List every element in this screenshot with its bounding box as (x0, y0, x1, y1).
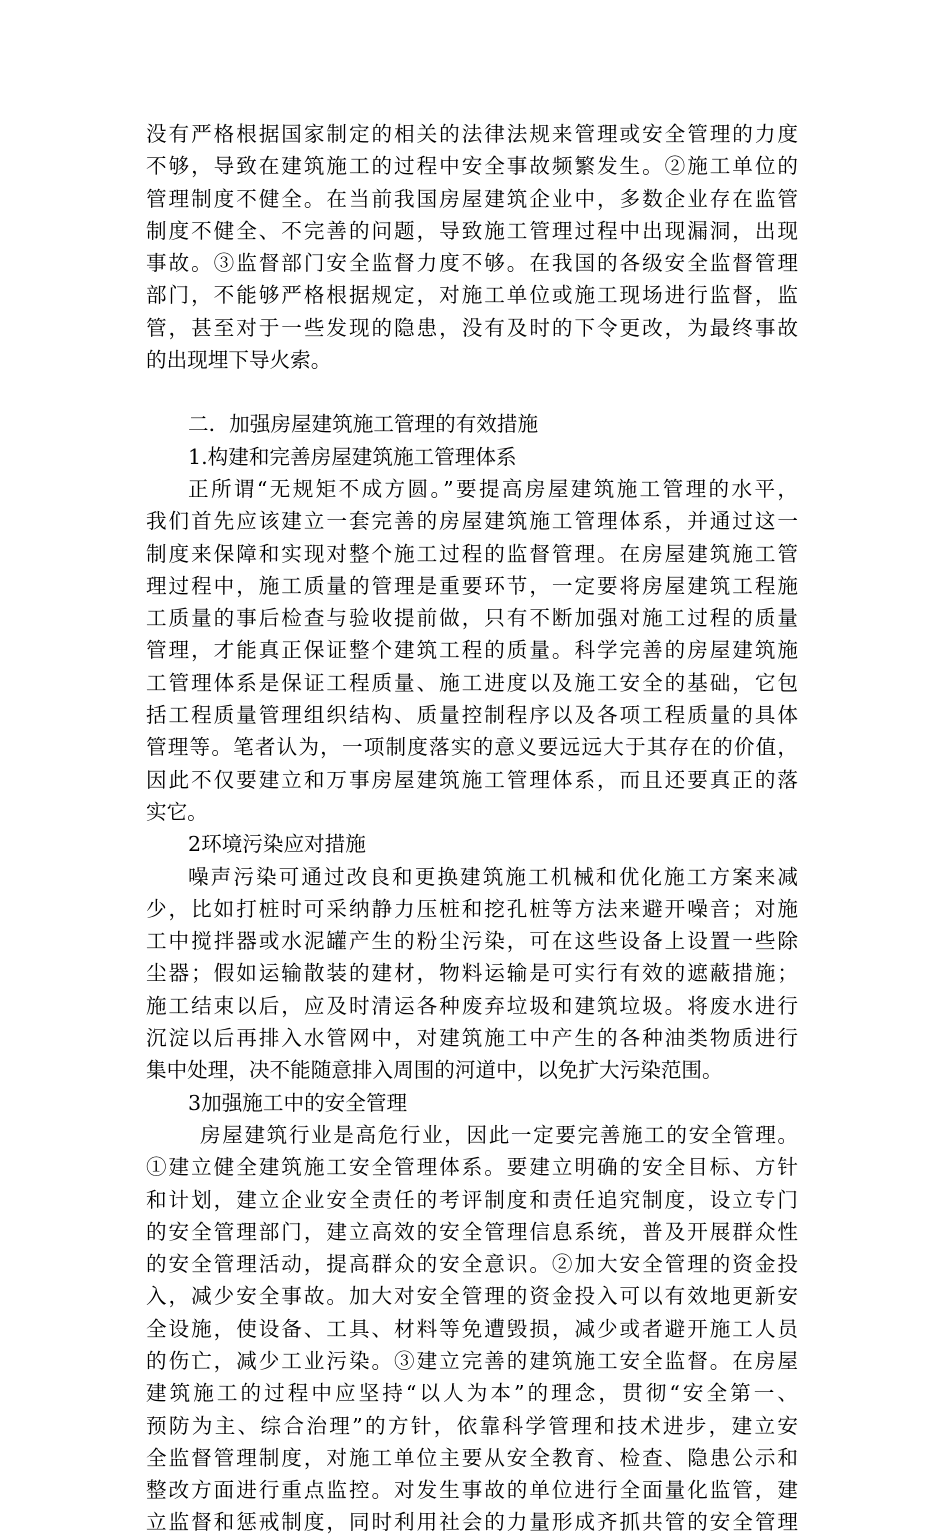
paragraph-causes (146, 118, 798, 376)
text-line: 的伤亡，减少工业污染。③建立完善的建筑施工安全监督。在房屋 (146, 1348, 798, 1373)
subsection-heading: 1.构建和完善房屋建筑施工管理体系 (188, 444, 517, 469)
text-line: 括工程质量管理组织结构、质量控制程序以及各项工程质量的具体 (146, 703, 798, 728)
text-line: 少，比如打桩时可采纳静力压桩和挖孔桩等方法来避开噪音；对施 (146, 896, 798, 921)
subsection-heading: 3加强施工中的安全管理 (188, 1090, 408, 1115)
text-line: 管理等。笔者认为，一项制度落实的意义要远远大于其存在的价值， (146, 735, 798, 760)
text-line: 全监督管理制度，对施工单位主要从安全教育、检查、隐患公示和 (146, 1445, 798, 1470)
section-heading: 二．加强房屋建筑施工管理的有效措施 (188, 412, 539, 437)
text-line: 尘器；假如运输散装的建材，物料运输是可实行有效的遮蔽措施； (146, 961, 798, 986)
text-line: 制度来保障和实现对整个施工过程的监督管理。在房屋建筑施工管 (146, 541, 798, 566)
text-line: 全设施，使设备、工具、材料等免遭毁损，减少或者避开施工人员 (146, 1316, 798, 1341)
text-line: 没有严格根据国家制定的相关的法律法规来管理或安全管理的力度 (146, 122, 798, 146)
text-line: 正所谓“无规矩不成方圆。”要提高房屋建筑施工管理的水平， (188, 476, 798, 501)
text-line: 工中搅拌器或水泥罐产生的粉尘污染，可在这些设备上设置一些除 (146, 929, 798, 954)
text-line: 施工结束以后，应及时清运各种废弃垃圾和建筑垃圾。将废水进行 (146, 993, 798, 1018)
text-line: 沉淀以后再排入水管网中，对建筑施工中产生的各种油类物质进行 (146, 1026, 798, 1051)
text-line: 事故。③监督部门安全监督力度不够。在我国的各级安全监督管理 (146, 251, 798, 276)
text-line: 不够，导致在建筑施工的过程中安全事故频繁发生。②施工单位的 (146, 154, 798, 179)
text-line: 管，甚至对于一些发现的隐患，没有及时的下令更改，为最终事故 (146, 315, 798, 340)
text-line: 整改方面进行重点监控。对发生事故的单位进行全面量化监管，建 (146, 1478, 798, 1503)
paragraph-safety (146, 1119, 798, 1539)
text-line: 房屋建筑行业是高危行业，因此一定要完善施工的安全管理。 (200, 1122, 798, 1147)
text-line: 理过程中，施工质量的管理是重要环节，一定要将房屋建筑工程施 (146, 573, 798, 598)
text-line: 我们首先应该建立一套完善的房屋建筑施工管理体系，并通过这一 (146, 509, 798, 534)
text-line: 实它。 (146, 799, 208, 824)
text-line: 的安全管理部门，建立高效的安全管理信息系统，普及开展群众性 (146, 1219, 798, 1244)
text-line: 立监督和惩戒制度，同时利用社会的力量形成齐抓共管的安全管理 (146, 1510, 798, 1535)
text-line: 管理，才能真正保证整个建筑工程的质量。科学完善的房屋建筑施 (146, 638, 798, 663)
paragraph-management-system (146, 473, 798, 828)
text-line: 和计划，建立企业安全责任的考评制度和责任追究制度，设立专门 (146, 1187, 798, 1212)
subsection-heading: 2环境污染应对措施 (188, 832, 366, 857)
text-line: 的出现埋下导火索。 (146, 348, 332, 373)
text-line: 的安全管理活动，提高群众的安全意识。②加大安全管理的资金投 (146, 1252, 798, 1277)
text-line: 工管理体系是保证工程质量、施工进度以及施工安全的基础，它包 (146, 670, 798, 695)
text-line: 噪声污染可通过改良和更换建筑施工机械和优化施工方案来减 (188, 864, 798, 889)
text-line: 入，减少安全事故。加大对安全管理的资金投入可以有效地更新安 (146, 1284, 798, 1309)
text-line: 建筑施工的过程中应坚持“以人为本”的理念，贯彻“安全第一、 (146, 1381, 798, 1406)
text-line: 制度不健全、不完善的问题，导致施工管理过程中出现漏洞，出现 (146, 218, 798, 243)
text-line: 预防为主、综合治理”的方针，依靠科学管理和技术进步，建立安 (146, 1413, 798, 1438)
text-line: 部门，不能够严格根据规定，对施工单位或施工现场进行监督，监 (146, 283, 798, 308)
text-line: 因此不仅要建立和万事房屋建筑施工管理体系，而且还要真正的落 (146, 767, 798, 792)
text-line: 工质量的事后检查与验收提前做，只有不断加强对施工过程的质量 (146, 606, 798, 631)
paragraph-pollution (146, 861, 798, 1087)
text-line: ①建立健全建筑施工安全管理体系。要建立明确的安全目标、方针 (146, 1155, 798, 1180)
paragraph-spacer (146, 376, 798, 408)
document-page (146, 118, 798, 1539)
text-line: 管理制度不健全。在当前我国房屋建筑企业中，多数企业存在监管 (146, 186, 798, 211)
text-line: 集中处理，决不能随意排入周围的河道中，以免扩大污染范围。 (146, 1058, 723, 1083)
